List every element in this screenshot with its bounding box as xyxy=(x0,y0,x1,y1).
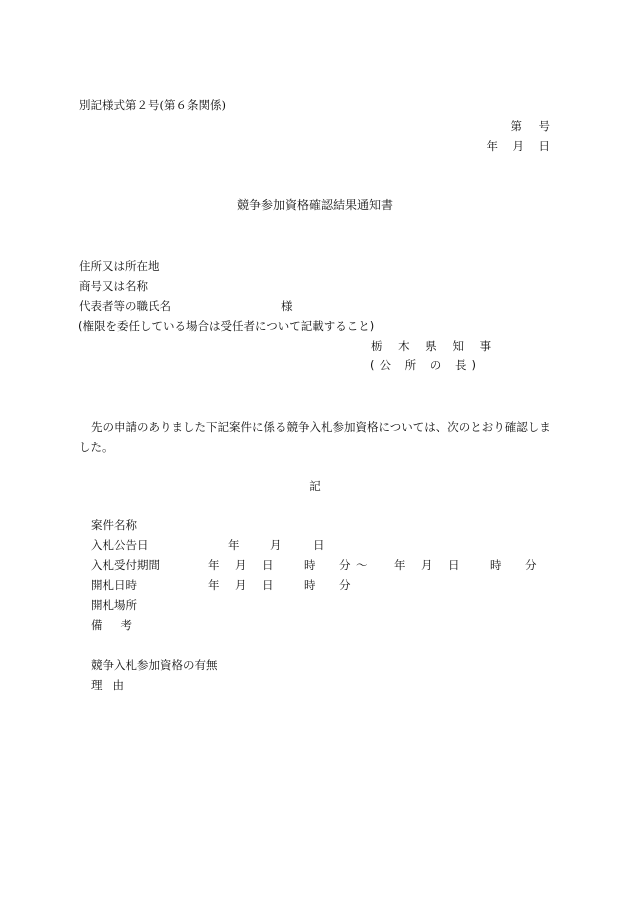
item-qualification: 競争入札参加資格の有無 xyxy=(91,658,218,672)
period-end-month-unit: 月 xyxy=(421,558,433,572)
issuer-governor: 栃 木 県 知 事 xyxy=(371,339,498,353)
date-month: 月 xyxy=(512,139,524,153)
period-end-year-unit: 年 xyxy=(394,558,406,572)
form-number: 別記様式第２号(第６条関係) xyxy=(79,98,226,112)
issuer-office-head: (公 所 の 長) xyxy=(370,358,481,372)
period-end-day-unit: 日 xyxy=(448,558,460,572)
announce-day-unit: 日 xyxy=(313,538,325,552)
open-minute-unit: 分 xyxy=(339,578,351,592)
item-opening-datetime: 開札日時 xyxy=(91,578,137,592)
number-dai: 第 xyxy=(510,119,522,133)
item-remarks: 備考 xyxy=(91,618,150,632)
open-hour-unit: 時 xyxy=(304,578,316,592)
date-year: 年 xyxy=(486,139,498,153)
open-month-unit: 月 xyxy=(235,578,247,592)
period-start-hour-unit: 時 xyxy=(304,558,316,572)
document-number-line xyxy=(511,118,551,134)
delegation-note: (権限を委任している場合は受任者について記載すること) xyxy=(78,319,375,333)
item-project-name: 案件名称 xyxy=(91,518,137,532)
address-label: 住所又は所在地 xyxy=(79,259,160,273)
document-date-line xyxy=(487,138,551,154)
period-start-year-unit: 年 xyxy=(208,558,220,572)
item-reason: 理由 xyxy=(91,678,134,692)
period-end-minute-unit: 分 xyxy=(525,558,537,572)
representative-label: 代表者等の職氏名 xyxy=(79,299,171,313)
period-start-month-unit: 月 xyxy=(235,558,247,572)
honorific-sama: 様 xyxy=(281,299,293,313)
item-opening-place: 開札場所 xyxy=(91,598,137,612)
trade-name-label: 商号又は名称 xyxy=(79,279,148,293)
announce-year-unit: 年 xyxy=(228,538,240,552)
period-start-minute-unit: 分 xyxy=(339,558,351,572)
item-announcement-date: 入札公告日 xyxy=(91,538,149,552)
period-end-hour-unit: 時 xyxy=(490,558,502,572)
item-reception-period: 入札受付期間 xyxy=(91,558,160,572)
announce-month-unit: 月 xyxy=(270,538,282,552)
ki-heading: 記 xyxy=(309,479,321,493)
period-tilde: ～ xyxy=(356,558,368,572)
period-start-day-unit: 日 xyxy=(262,558,274,572)
date-day: 日 xyxy=(538,139,550,153)
number-go: 号 xyxy=(538,119,550,133)
body-paragraph: 先の申請のありました下記案件に係る競争入札参加資格については、次のとおり確認しました。 xyxy=(79,420,551,454)
document-title: 競争参加資格確認結果通知書 xyxy=(236,198,393,212)
open-year-unit: 年 xyxy=(208,578,220,592)
open-day-unit: 日 xyxy=(262,578,274,592)
